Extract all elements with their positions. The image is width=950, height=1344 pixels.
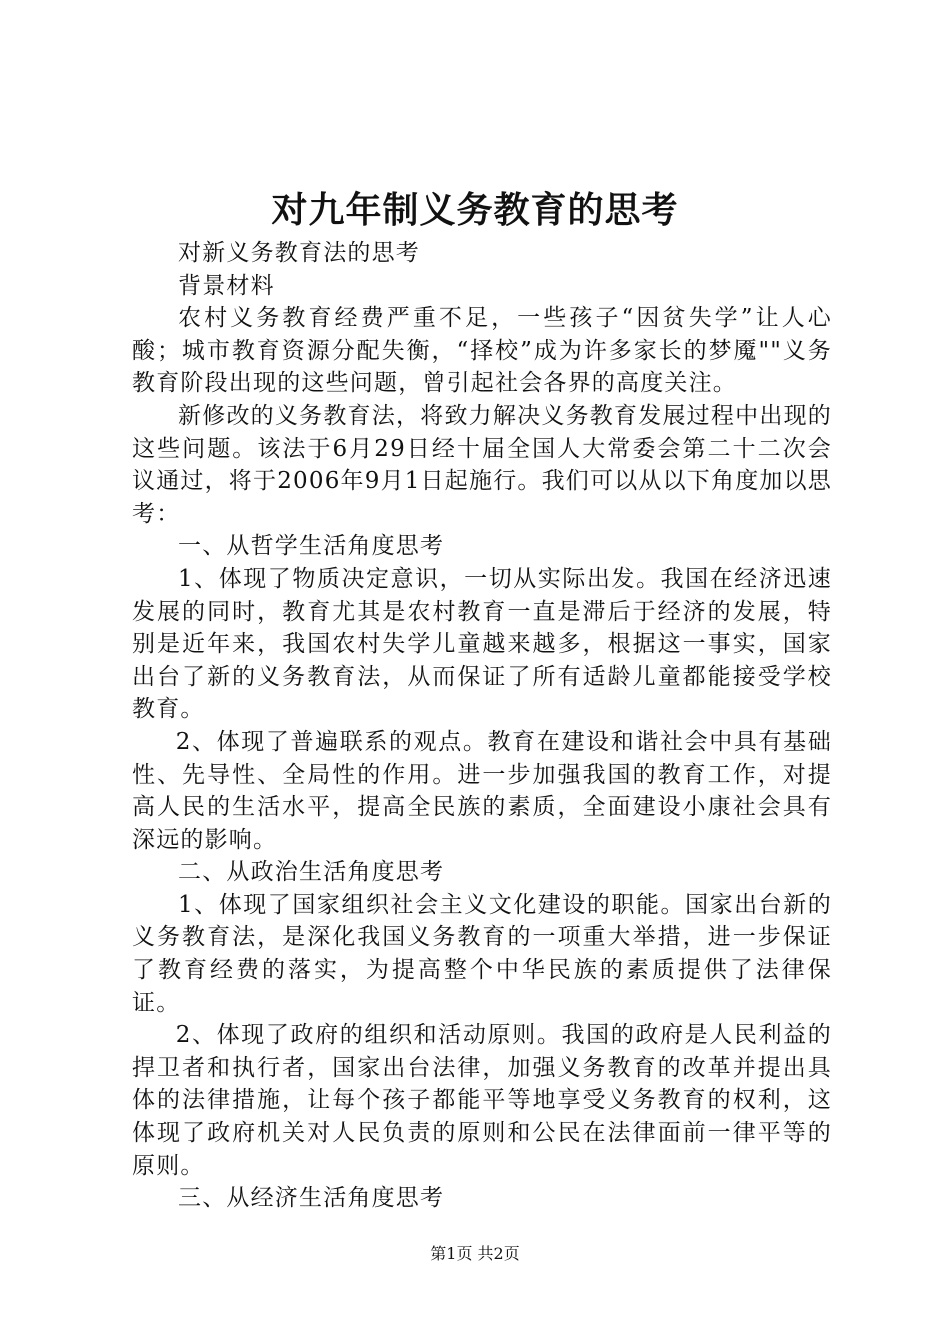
heading-economics: 三、从经济生活角度思考 xyxy=(178,1185,445,1212)
heading-politics: 二、从政治生活角度思考 xyxy=(178,859,445,886)
paragraph-philosophy-1: 1、体现了物质决定意识，一切从实际出发。我国在经济迅速发展的同时，教育尤其是农村教育一直是滞后于经济的发展，特别是近年来，我国农村失学儿童越来越多，根据这一事实，国家出台了新的义务教育法，从而保证了所有适龄儿童都能接受学校教育。 xyxy=(132,565,832,723)
paragraph-philosophy-2: 2、体现了普遍联系的观点。教育在建设和谐社会中具有基础性、先导性、全局性的作用。进一步加强我国的教育工作，对提高人民的生活水平，提高全民族的素质，全面建设小康社会具有深远的影响。 xyxy=(132,728,832,853)
page-footer: 第1页 共2页 xyxy=(430,1244,520,1263)
paragraph-politics-2: 2、体现了政府的组织和活动原则。我国的政府是人民利益的捍卫者和执行者，国家出台法律，加强义务教育的改革并提出具体的法律措施，让每个孩子都能平等地享受义务教育的权利，这体现了政府机关对人民负责的原则和公民在法律面前一律平等的原则。 xyxy=(132,1022,832,1179)
document-body xyxy=(132,237,832,1215)
heading-philosophy: 一、从哲学生活角度思考 xyxy=(178,533,445,560)
paragraph-law-intro: 新修改的义务教育法，将致力解决义务教育发展过程中出现的这些问题。该法于6月29日经十届全国人大常委会第二十二次会议通过，将于2006年9月1日起施行。我们可以从以下角度加以思考： xyxy=(132,402,832,527)
paragraph-background: 农村义务教育经费严重不足，一些孩子“因贫失学”让人心酸；城市教育资源分配失衡，“择校”成为许多家长的梦魇""义务教育阶段出现的这些问题，曾引起社会各界的高度关注。 xyxy=(132,305,832,397)
document-title: 对九年制义务教育的思考 xyxy=(271,189,679,231)
paragraph-subtitle: 对新义务教育法的思考 xyxy=(178,240,420,266)
paragraph-section-label: 背景材料 xyxy=(178,272,275,299)
paragraph-politics-1: 1、体现了国家组织社会主义文化建设的职能。国家出台新的义务教育法，是深化我国义务教育的一项重大举措，进一步保证了教育经费的落实，为提高整个中华民族的素质提供了法律保证。 xyxy=(132,891,832,1016)
